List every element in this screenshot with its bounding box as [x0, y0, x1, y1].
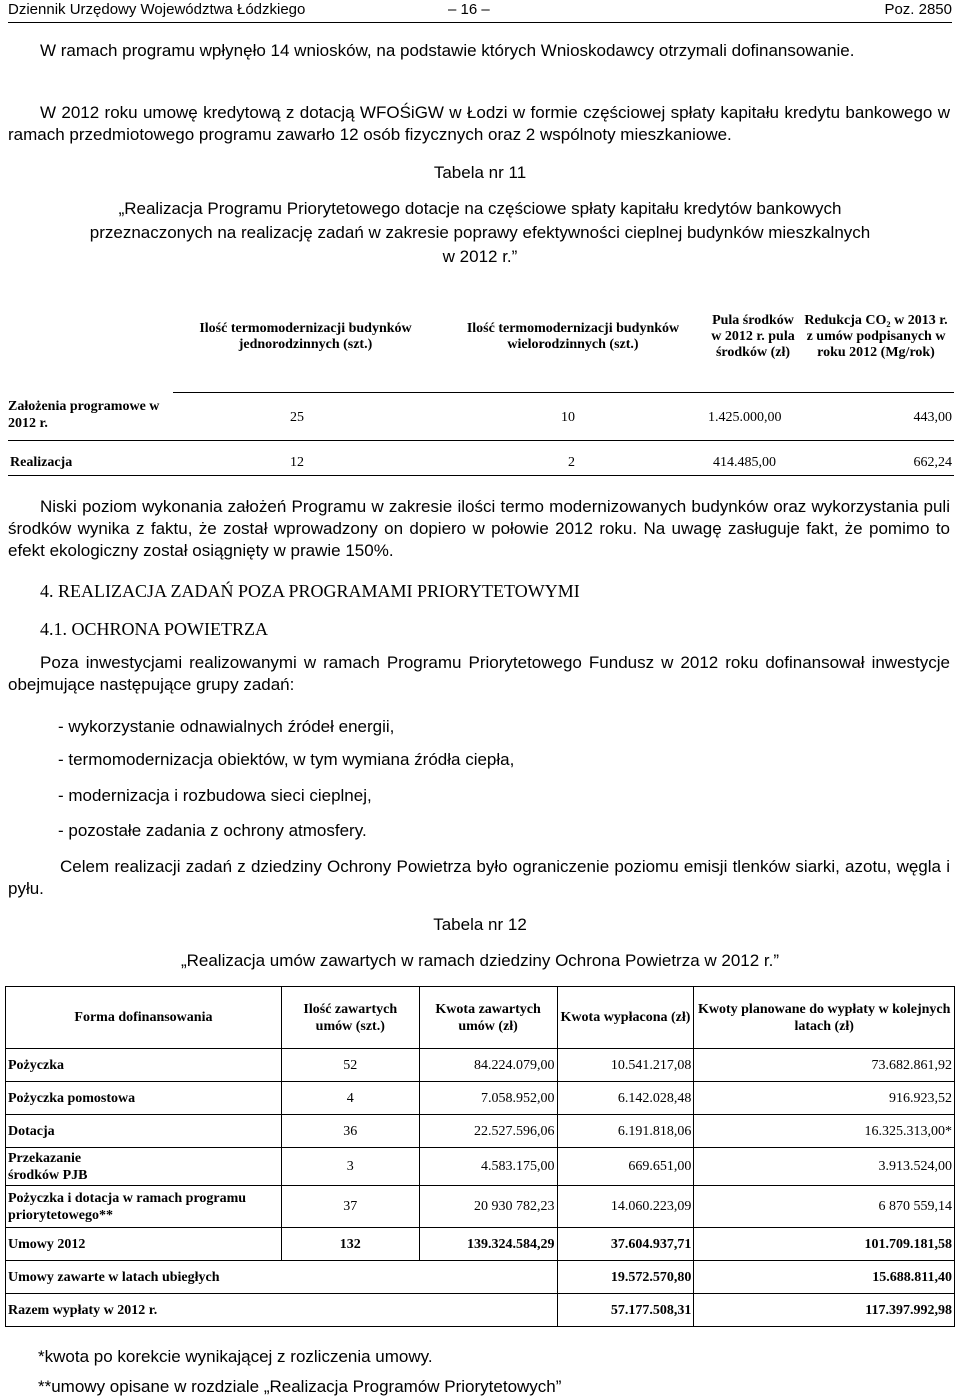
cell-sum-paid: 57.177.508,31: [557, 1294, 694, 1327]
paragraph-applications: W ramach programu wpłynęło 14 wniosków, na podstawie których Wnioskodawcy otrzymali dofinansowanie.: [40, 41, 855, 60]
cell-realization-pool: 414.485,00: [713, 455, 776, 470]
cell-assumptions-single: 25: [290, 410, 304, 425]
cell-total-paid: 37.604.937,71: [557, 1228, 694, 1261]
cell-count: 36: [281, 1115, 419, 1148]
cell-paid: 10.541.217,08: [557, 1049, 694, 1082]
table11-row-assumptions: [8, 396, 954, 441]
paragraph-loan-agreement: W 2012 roku umowę kredytową z dotacją WFOŚiGW w Łodzi w formie częściowej spłaty kapitału kredytu bankowego w ramach przedmiotowego programu zawarło 12 osób fizycznych oraz 2 wspólnoty mieszkaniowe.: [8, 103, 950, 144]
cell-planned: 6 870 559,14: [694, 1186, 955, 1228]
list-item: - termomodernizacja obiektów, w tym wymiana źródła ciepła,: [58, 750, 515, 769]
cell-realization-co2: 662,24: [913, 455, 952, 470]
cell-form: Pożyczka pomostowa: [6, 1082, 282, 1115]
cell-paid: 669.651,00: [557, 1148, 694, 1186]
cell-planned: 16.325.313,00*: [694, 1115, 955, 1148]
paragraph-investments: Poza inwestycjami realizowanymi w ramach Programu Priorytetowego Fundusz w 2012 roku dofinansował inwestycje obejmujące następujące grupy zadań:: [8, 653, 950, 694]
cell-count: 52: [281, 1049, 419, 1082]
page-number: – 16 –: [448, 1, 490, 18]
cell-realization-multi: 2: [568, 455, 575, 470]
cell-total-count: 132: [281, 1228, 419, 1261]
cell-total-contract: 139.324.584,29: [419, 1228, 557, 1261]
header-count: Ilość zawartych umów (szt.): [281, 987, 419, 1049]
cell-form: Przekazanie środków PJB: [6, 1148, 282, 1186]
table-row-previous-years: [6, 1261, 955, 1294]
cell-prev-paid: 19.572.570,80: [557, 1261, 694, 1294]
cell-form: Pożyczka i dotacja w ramach programu priorytetowego**: [6, 1186, 282, 1228]
cell-realization-single: 12: [290, 455, 304, 470]
table-row: [6, 1186, 955, 1228]
table11-label: Tabela nr 11: [433, 163, 527, 182]
table-row: [6, 1115, 955, 1148]
table11-title-line3: w 2012 r.”: [442, 247, 518, 266]
cell-contract-amount: 4.583.175,00: [419, 1148, 557, 1186]
footnote-correction: *kwota po korekcie wynikającej z rozliczenia umowy.: [38, 1347, 433, 1366]
paragraph-low-execution: Niski poziom wykonania założeń Programu w zakresie ilości termo modernizowanych budynków oraz wykorzystania puli środków wynika z faktu, że został wprowadzony on dopiero w połowie 2012 roku. Na uwagę zasługuje fakt, że pomimo to efekt ekologiczny został osiągnięty w prawie 150%.: [8, 497, 950, 560]
cell-prev-label: Umowy zawarte w latach ubiegłych: [6, 1261, 558, 1294]
header-paid: Kwota wypłacona (zł): [557, 987, 694, 1049]
section-heading-4: 4. REALIZACJA ZADAŃ POZA PROGRAMAMI PRIORYTETOWYMI: [40, 581, 580, 601]
table12-title: „Realizacja umów zawartych w ramach dziedziny Ochrona Powietrza w 2012 r.”: [180, 951, 780, 970]
journal-title: Dziennik Urzędowy Województwa Łódzkiego: [8, 1, 306, 18]
cell-contract-amount: 84.224.079,00: [419, 1049, 557, 1082]
list-item: - pozostałe zadania z ochrony atmosfery.: [58, 821, 367, 840]
cell-contract-amount: 22.527.596,06: [419, 1115, 557, 1148]
header-form: Forma dofinansowania: [6, 987, 282, 1049]
cell-assumptions-multi: 10: [561, 410, 575, 425]
page-header: [8, 0, 952, 23]
table12-label: Tabela nr 12: [433, 915, 527, 934]
table-row-total: [6, 1228, 955, 1261]
cell-count: 37: [281, 1186, 419, 1228]
cell-sum-planned: 117.397.992,98: [694, 1294, 955, 1327]
table-12: [5, 986, 955, 1327]
list-item: - modernizacja i rozbudowa sieci cieplnej,: [58, 786, 372, 805]
cell-contract-amount: 7.058.952,00: [419, 1082, 557, 1115]
header-single-family: Ilość termomodernizacji budynków jednorodzinnych (szt.): [173, 282, 438, 392]
row-label-assumptions: [8, 282, 173, 393]
cell-count: 3: [281, 1148, 419, 1186]
footnote-programs: **umowy opisane w rozdziale „Realizacja Programów Priorytetowych”: [38, 1377, 562, 1396]
table-row: [6, 1082, 955, 1115]
list-item: - wykorzystanie odnawialnych źródeł energii,: [58, 717, 395, 736]
table-11: [8, 282, 954, 393]
row-label-realization: Realizacja: [10, 455, 73, 470]
row-label-assumptions-text: Założenia programowe w 2012 r.: [8, 399, 160, 431]
cell-form: Pożyczka: [6, 1049, 282, 1082]
table-row: [6, 1049, 955, 1082]
header-co2-reduction: Redukcja CO₂ w 2013 r. z umów podpisanych w roku 2012 (Mg/rok): [798, 282, 954, 392]
cell-assumptions-co2: 443,00: [913, 410, 952, 425]
header-planned: Kwoty planowane do wypłaty w kolejnych latach (zł): [694, 987, 955, 1049]
table11-title-line2: przeznaczonych na realizację zadań w zakresie poprawy efektywności cieplnej budynków mieszkalnych: [89, 223, 871, 242]
header-fund-pool: Pula środków w 2012 r. pula środków (zł): [708, 282, 798, 392]
section-heading-4-1: 4.1. OCHRONA POWIETRZA: [40, 619, 268, 639]
cell-paid: 6.191.818,06: [557, 1115, 694, 1148]
table-row: [6, 1148, 955, 1186]
cell-prev-planned: 15.688.811,40: [694, 1261, 955, 1294]
header-multi-family: Ilość termomodernizacji budynków wielorodzinnych (szt.): [438, 282, 708, 392]
cell-planned: 73.682.861,92: [694, 1049, 955, 1082]
cell-total-label: Umowy 2012: [6, 1228, 282, 1261]
cell-contract-amount: 20 930 782,23: [419, 1186, 557, 1228]
paragraph-air-protection-goal: Celem realizacji zadań z dziedziny Ochrony Powietrza było ograniczenie poziomu emisji tlenków siarki, azotu, węgla i pyłu.: [8, 857, 950, 898]
table11-row-realization: [8, 441, 954, 476]
cell-form: Dotacja: [6, 1115, 282, 1148]
cell-assumptions-pool: 1.425.000,00: [708, 410, 782, 425]
cell-count: 4: [281, 1082, 419, 1115]
table-row-sum: [6, 1294, 955, 1327]
cell-planned: 3.913.524,00: [694, 1148, 955, 1186]
cell-paid: 14.060.223,09: [557, 1186, 694, 1228]
header-contract-amount: Kwota zawartych umów (zł): [419, 987, 557, 1049]
table11-title-line1: „Realizacja Programu Priorytetowego dotacje na częściowe spłaty kapitału kredytów bankowych: [118, 199, 842, 218]
cell-planned: 916.923,52: [694, 1082, 955, 1115]
position-number: Poz. 2850: [884, 1, 952, 18]
cell-paid: 6.142.028,48: [557, 1082, 694, 1115]
cell-sum-label: Razem wypłaty w 2012 r.: [6, 1294, 558, 1327]
cell-total-planned: 101.709.181,58: [694, 1228, 955, 1261]
